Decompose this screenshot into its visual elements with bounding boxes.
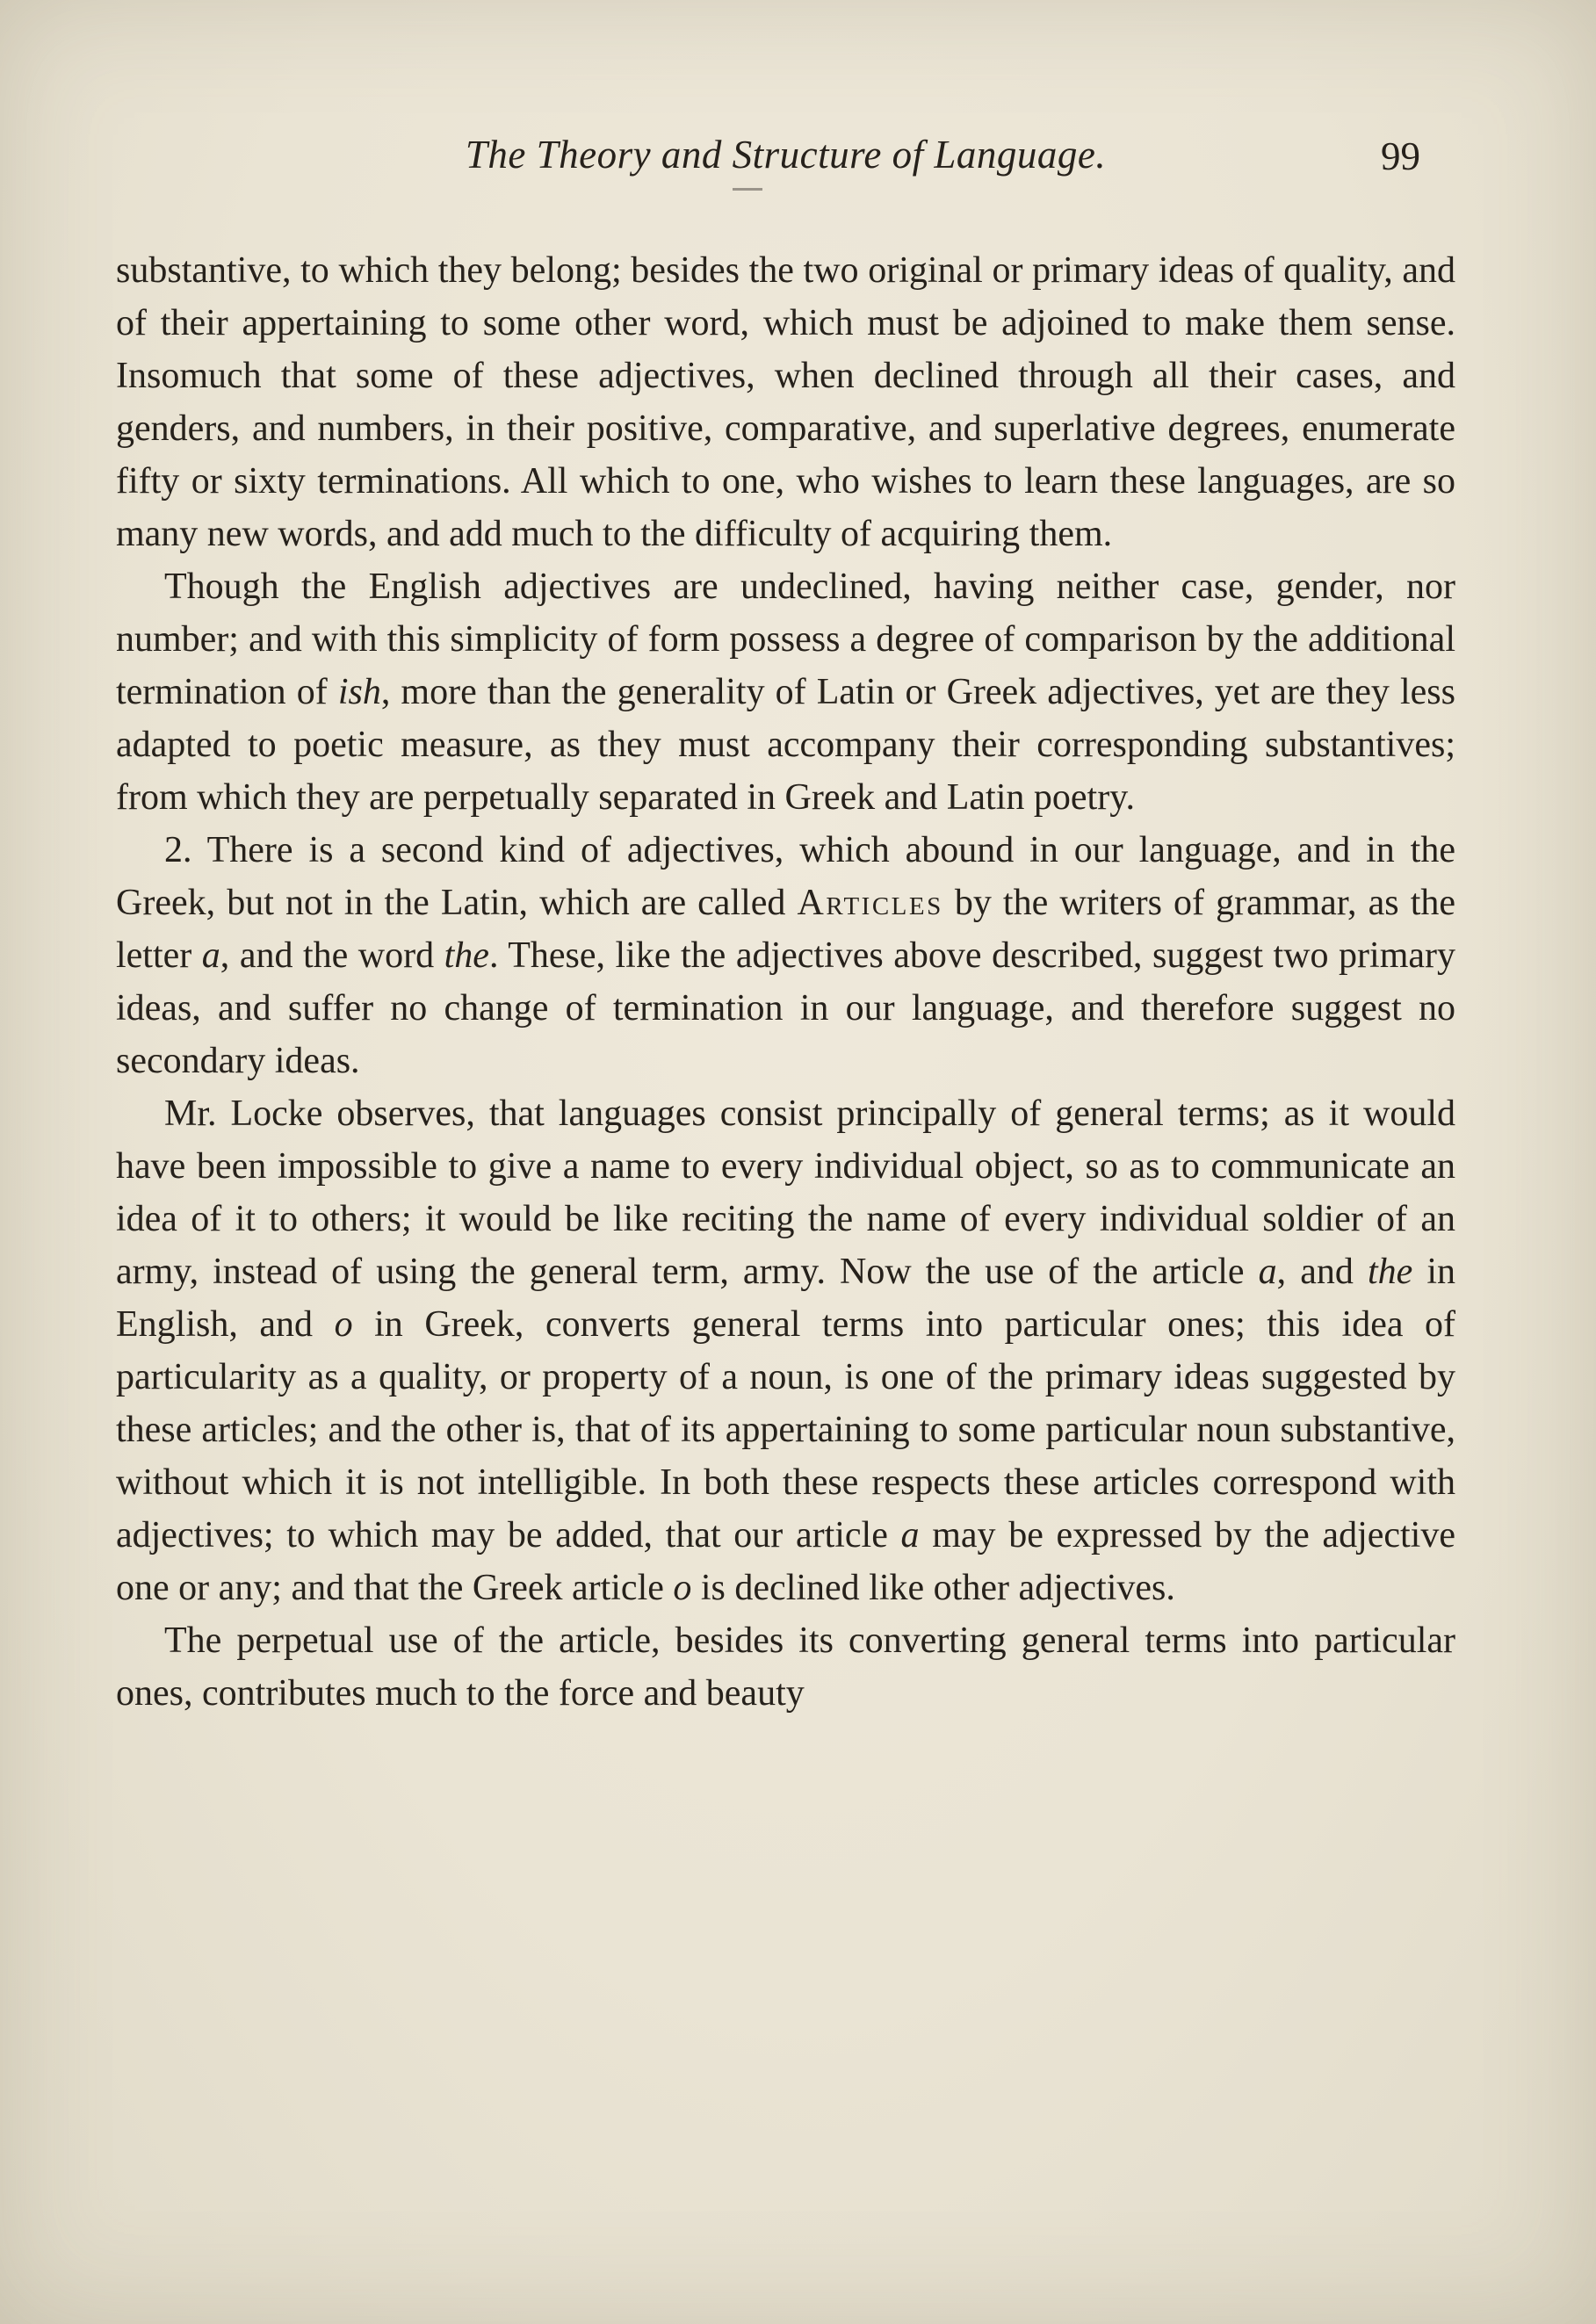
- paragraph: [116, 1614, 1455, 1720]
- title-rule: [733, 188, 762, 191]
- text-segment: , more than the generality of Latin or Greek adjectives, yet are they less adapted to poetic measure, as they must accompany their corresponding substantives; from which they are perpetually separated in Greek and Latin poetry.: [116, 672, 1455, 818]
- text-segment-italic: ish: [337, 672, 381, 712]
- text-segment-italic: o: [673, 1568, 692, 1608]
- text-segment-smallcaps: Articles: [797, 883, 943, 923]
- text-segment-italic: a: [900, 1515, 920, 1555]
- paragraph: [116, 824, 1455, 1087]
- text-segment: , and: [1276, 1252, 1368, 1292]
- page-title: The Theory and Structure of Language.: [465, 133, 1107, 177]
- page-number: 99: [1381, 134, 1420, 178]
- text-segment: by the writers of grammar, as the letter: [116, 883, 1455, 976]
- text-segment: The perpetual use of the article, besides its converting general terms into particular ones, contributes much to the force and beauty: [116, 1620, 1455, 1714]
- page-body: [116, 244, 1455, 1720]
- text-segment: , and the word: [220, 935, 444, 976]
- text-segment-italic: a: [201, 935, 220, 976]
- text-segment-italic: a: [1258, 1252, 1277, 1292]
- text-segment-italic: o: [334, 1304, 353, 1345]
- text-segment: Mr. Locke observes, that languages consist principally of general terms; as it would have been impossible to give a name to every individual object, so as to communicate an idea of it to others; it would be like reciting the name of every individual soldier of an army, instead of using the general term, army. Now the use of the article: [116, 1093, 1455, 1292]
- text-segment-italic: the: [444, 935, 489, 976]
- text-segment: in English, and: [116, 1252, 1455, 1345]
- text-segment: . These, like the adjectives above described, suggest two primary ideas, and suffer no change of termination in our language, and therefore suggest no secondary ideas.: [116, 935, 1455, 1081]
- text-segment-italic: the: [1367, 1252, 1413, 1292]
- text-segment: Though the English adjectives are undeclined, having neither case, gender, nor number; and with this simplicity of form possess a degree of comparison by the additional termination of: [116, 567, 1455, 712]
- paragraph: [116, 560, 1455, 824]
- text-segment: in Greek, converts general terms into particular ones; this idea of particularity as a quality, or property of a noun, is one of the primary ideas suggested by these articles; and the other is, that of its appertaining to some particular noun substantive, without which it is not intelligible. In both these respects these articles correspond with adjectives; to which may be added, that our article: [116, 1304, 1456, 1555]
- page-header: [116, 132, 1455, 193]
- text-segment: substantive, to which they belong; besides the two original or primary ideas of quality, and of their appertaining to some other word, which must be adjoined to make them sense. Insomuch that some of these adjectives, when declined through all their cases, and genders, and numbers, in their positive, comparative, and superlative degrees, enumerate fifty or sixty terminations. All which to one, who wishes to learn these languages, are so many new words, and add much to the difficulty of acquiring them.: [116, 250, 1455, 554]
- paragraph: [116, 244, 1455, 560]
- text-segment: 2. There is a second kind of adjectives, which abound in our language, and in the Greek, but not in the Latin, which are called: [116, 830, 1455, 923]
- text-segment: may be expressed by the adjective one or any; and that the Greek article: [116, 1515, 1455, 1608]
- text-segment: is declined like other adjectives.: [691, 1568, 1175, 1608]
- paragraph: [116, 1087, 1455, 1614]
